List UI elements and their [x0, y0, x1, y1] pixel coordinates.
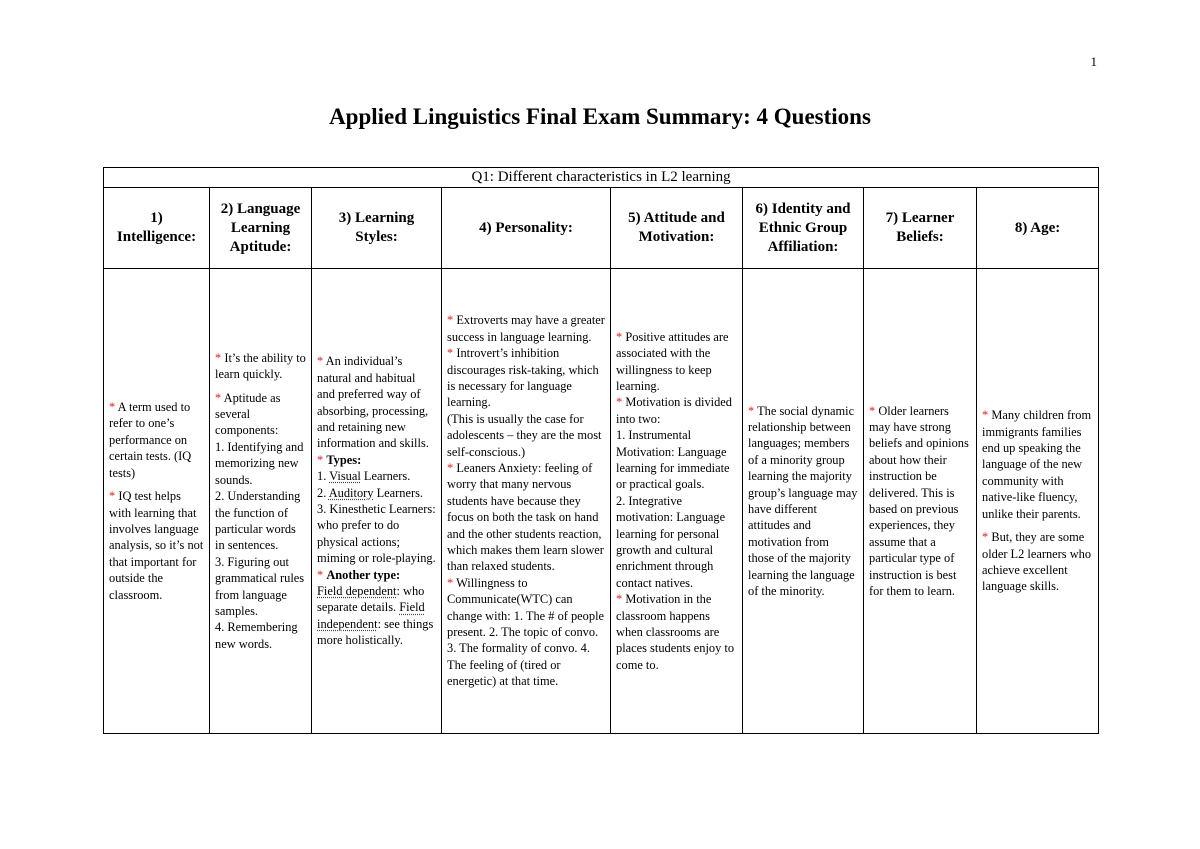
cell-text: Older learners may have strong beliefs and opinions about how their instruction be delivered. This is based on previous experiences, they assume that a particular type of instruction is best for them to learn. [869, 403, 969, 599]
paragraph [982, 407, 1093, 522]
types-heading [317, 452, 436, 468]
cell-text: Willingness to Communicate(WTC) can change with: 1. The # of people present. 2. The topic of convo. 3. The formality of convo. 4. The feeling of (tired or energetic) at that time. [447, 575, 605, 689]
paragraph: (This is usually the case for adolescents – they are the most self-conscious.) [447, 411, 602, 459]
cell-identity [743, 269, 864, 734]
paragraph [109, 399, 204, 481]
list-item: 2. Understanding the function of particular words in sentences. [215, 489, 301, 553]
cell-text: The social dynamic relationship between languages; members of a minority group learning the majority group’s language may have different attitudes and motivation from those of the majority learning the language of the minority. [748, 403, 858, 599]
cell-text: Learners. [376, 485, 424, 500]
bullet-star: * [616, 395, 623, 410]
paragraph [447, 575, 605, 690]
bullet-star: * [215, 390, 222, 405]
header-personality: 4) Personality: [442, 188, 611, 269]
cell-text: Positive attitudes are associated with the willingness to keep learning. [616, 329, 729, 393]
term: Visual [329, 469, 361, 484]
paragraph [317, 353, 436, 451]
cell-text: IQ test helps with learning that involves language analysis, so it’s not that important for outside the classroom. [109, 489, 204, 602]
paragraph [447, 345, 605, 411]
bullet-star: * [109, 489, 116, 504]
header-row [104, 188, 1099, 269]
cell-text: An individual’s natural and habitual and preferred way of absorbing, processing, and retaining new information and skills. [317, 354, 429, 451]
header-learner-beliefs: 7) Learner Beliefs: [864, 188, 977, 269]
section-row [104, 168, 1099, 188]
list-item: 1. Identifying and memorizing new sounds. [215, 439, 304, 487]
cell-personality [442, 269, 611, 734]
list-item [317, 485, 436, 501]
cell-text: Motivation is divided into two: [616, 395, 733, 426]
paragraph [982, 529, 1093, 595]
cell-text: It’s the ability to learn quickly. [215, 350, 306, 382]
paragraph [109, 488, 204, 603]
cell-text: Introvert’s inhibition discourages risk-taking, which is necessary for language learning. [447, 346, 599, 410]
item-number: 2. [317, 485, 327, 500]
item-number: 1. [317, 469, 327, 484]
bullet-star: * [317, 567, 324, 582]
paragraph [869, 403, 971, 600]
cell-learner-beliefs [864, 269, 977, 734]
bullet-star: * [317, 452, 324, 467]
bullet-star: * [447, 460, 454, 475]
list-item: 3. Kinesthetic Learners: who prefer to do physical actions; miming or role-playing. [317, 502, 436, 566]
cell-text: Aptitude as several components: [215, 390, 281, 438]
types-label: Types: [326, 452, 362, 467]
bullet-star: * [317, 354, 324, 369]
paragraph [215, 350, 306, 383]
cell-text: : see things more holistically. [317, 616, 434, 648]
bullet-star: * [982, 408, 989, 423]
header-aptitude: 2) Language Learning Aptitude: [210, 188, 312, 269]
bullet-star: * [215, 350, 222, 365]
bullet-star: * [616, 592, 623, 607]
cell-text: Learners. [363, 469, 411, 484]
list-item [317, 583, 436, 649]
paragraph [748, 403, 858, 600]
cell-age [977, 269, 1099, 734]
cell-learning-styles [312, 269, 442, 734]
bullet-star: * [748, 403, 755, 418]
content-row [104, 269, 1099, 734]
bullet-star: * [447, 575, 454, 590]
header-attitude-motivation: 5) Attitude and Motivation: [611, 188, 743, 269]
bullet-star: * [869, 403, 876, 418]
list-item: 4. Remembering new words. [215, 620, 298, 651]
another-type-heading [317, 567, 436, 583]
list-item: 1. Instrumental Motivation: Language learning for immediate or practical goals. [616, 428, 730, 492]
bullet-star: * [616, 329, 623, 344]
cell-text: : who separate details. [317, 584, 425, 615]
bullet-star: * [982, 530, 989, 545]
paragraph [447, 312, 605, 345]
bullet-star: * [447, 346, 454, 361]
cell-text: Extroverts may have a greater success in language learning. [447, 313, 605, 344]
term: Auditory [328, 485, 374, 500]
section-title: Q1: Different characteristics in L2 learning [104, 168, 1099, 188]
term: Field dependent [317, 584, 397, 599]
cell-aptitude [210, 269, 312, 734]
cell-attitude-motivation [611, 269, 743, 734]
summary-table [103, 167, 1099, 734]
header-age: 8) Age: [977, 188, 1099, 269]
bullet-star: * [109, 400, 116, 415]
list-item: 3. Figuring out grammatical rules from language samples. [215, 554, 305, 618]
paragraph [215, 390, 306, 439]
page-number: 1 [1090, 54, 1097, 69]
paragraph [616, 591, 737, 673]
cell-text: Many children from immigrants families end up speaking the language of the new community with native-like fluency, unlike their parents. [982, 408, 1092, 521]
header-identity: 6) Identity and Ethnic Group Affiliation: [743, 188, 864, 269]
header-intelligence: 1) Intelligence: [104, 188, 210, 269]
list-item [317, 468, 436, 484]
page-title: Applied Linguistics Final Exam Summary: 4 Questions [329, 104, 871, 129]
cell-text: But, they are some older L2 learners who achieve excellent language skills. [982, 530, 1092, 594]
cell-text: Motivation in the classroom happens when classrooms are places students enjoy to come to. [616, 592, 735, 672]
paragraph [447, 460, 605, 575]
paragraph [616, 394, 737, 427]
bullet-star: * [447, 313, 454, 328]
cell-text: Leaners Anxiety: feeling of worry that many nervous students have because they focus on both the task on hand and the other students reaction, which makes them learn slower than relaxed students. [447, 460, 604, 574]
cell-intelligence [104, 269, 210, 734]
cell-text: A term used to refer to one’s performance on certain tests. (IQ tests) [109, 400, 192, 480]
paragraph [616, 329, 737, 395]
header-learning-styles: 3) Learning Styles: [312, 188, 442, 269]
term: Field independent [317, 600, 425, 631]
list-item: 2. Integrative motivation: Language learning for personal growth and cultural enrichment through contact natives. [616, 493, 726, 590]
another-type-label: Another type: [326, 567, 401, 582]
